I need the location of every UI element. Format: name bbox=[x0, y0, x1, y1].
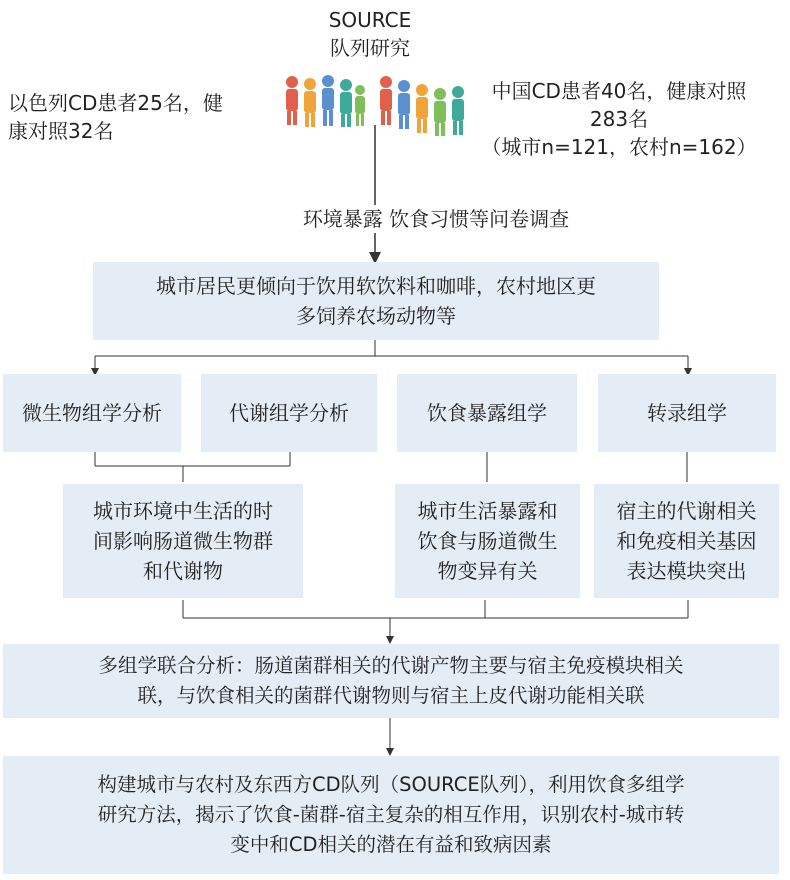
multiomics-box bbox=[3, 644, 779, 718]
microbiome-analysis-box: 微生物组学分析 bbox=[3, 374, 181, 452]
china-line-1: 中国CD患者40名，健康对照 bbox=[491, 79, 747, 103]
people-group-icon-left bbox=[280, 70, 370, 130]
urban-diet-line-2: 饮食与肠道微生 bbox=[417, 529, 558, 553]
host-gene-result-box bbox=[594, 484, 779, 598]
host-line-1: 宿主的代谢相关 bbox=[616, 499, 757, 523]
urban-env-line-1: 城市环境中生活的时 bbox=[93, 499, 273, 523]
urban-diet-line-3: 物变异有关 bbox=[437, 559, 538, 583]
israel-cohort-text bbox=[8, 89, 278, 145]
host-line-3: 表达模块突出 bbox=[626, 559, 747, 583]
china-cohort-text bbox=[458, 77, 780, 161]
israel-line-1: 以色列CD患者25名，健 bbox=[8, 91, 223, 115]
conclusion-line-1: 构建城市与农村及东西方CD队列（SOURCE队列），利用饮食多组学 bbox=[97, 773, 685, 796]
host-line-2: 和免疫相关基因 bbox=[616, 529, 757, 553]
china-line-3: （城市n=121，农村n=162） bbox=[481, 135, 757, 159]
urban-env-line-2: 间影响肠道微生物群 bbox=[93, 529, 273, 553]
urban-diet-line-1: 城市生活暴露和 bbox=[417, 499, 558, 523]
china-line-2: 283名 bbox=[589, 107, 649, 131]
diet-exposome-box: 饮食暴露组学 bbox=[397, 374, 577, 452]
finding-box bbox=[93, 262, 659, 340]
conclusion-line-2: 研究方法，揭示了饮食-菌群-宿主复杂的相互作用，识别农村-城市转 bbox=[97, 803, 685, 826]
urban-env-line-3: 和代谢物 bbox=[143, 559, 223, 583]
conclusion-box bbox=[3, 756, 779, 874]
finding-line-1: 城市居民更倾向于饮用软饮料和咖啡，农村地区更 bbox=[156, 274, 596, 298]
metabolome-analysis-box: 代谢组学分析 bbox=[201, 374, 377, 452]
multiomics-line-1: 多组学联合分析：肠道菌群相关的代谢产物主要与宿主免疫模块相关 bbox=[98, 654, 684, 677]
urban-diet-result-box bbox=[395, 484, 580, 598]
conclusion-line-3: 变中和CD相关的潜在有益和致病因素 bbox=[230, 833, 552, 856]
title-line-1: SOURCE bbox=[328, 8, 412, 32]
urban-environment-result-box bbox=[63, 484, 303, 598]
finding-line-2: 多饲养农场动物等 bbox=[296, 304, 456, 328]
survey-label: 环境暴露 饮食习惯等问卷调查 bbox=[236, 205, 636, 233]
israel-line-2: 康对照32名 bbox=[8, 119, 114, 143]
title-line-2: 队列研究 bbox=[330, 36, 410, 60]
multiomics-line-2: 联，与饮食相关的菌群代谢物则与宿主上皮代谢功能相关联 bbox=[137, 684, 645, 707]
cohort-title bbox=[310, 6, 430, 62]
transcriptome-box: 转录组学 bbox=[598, 374, 776, 452]
